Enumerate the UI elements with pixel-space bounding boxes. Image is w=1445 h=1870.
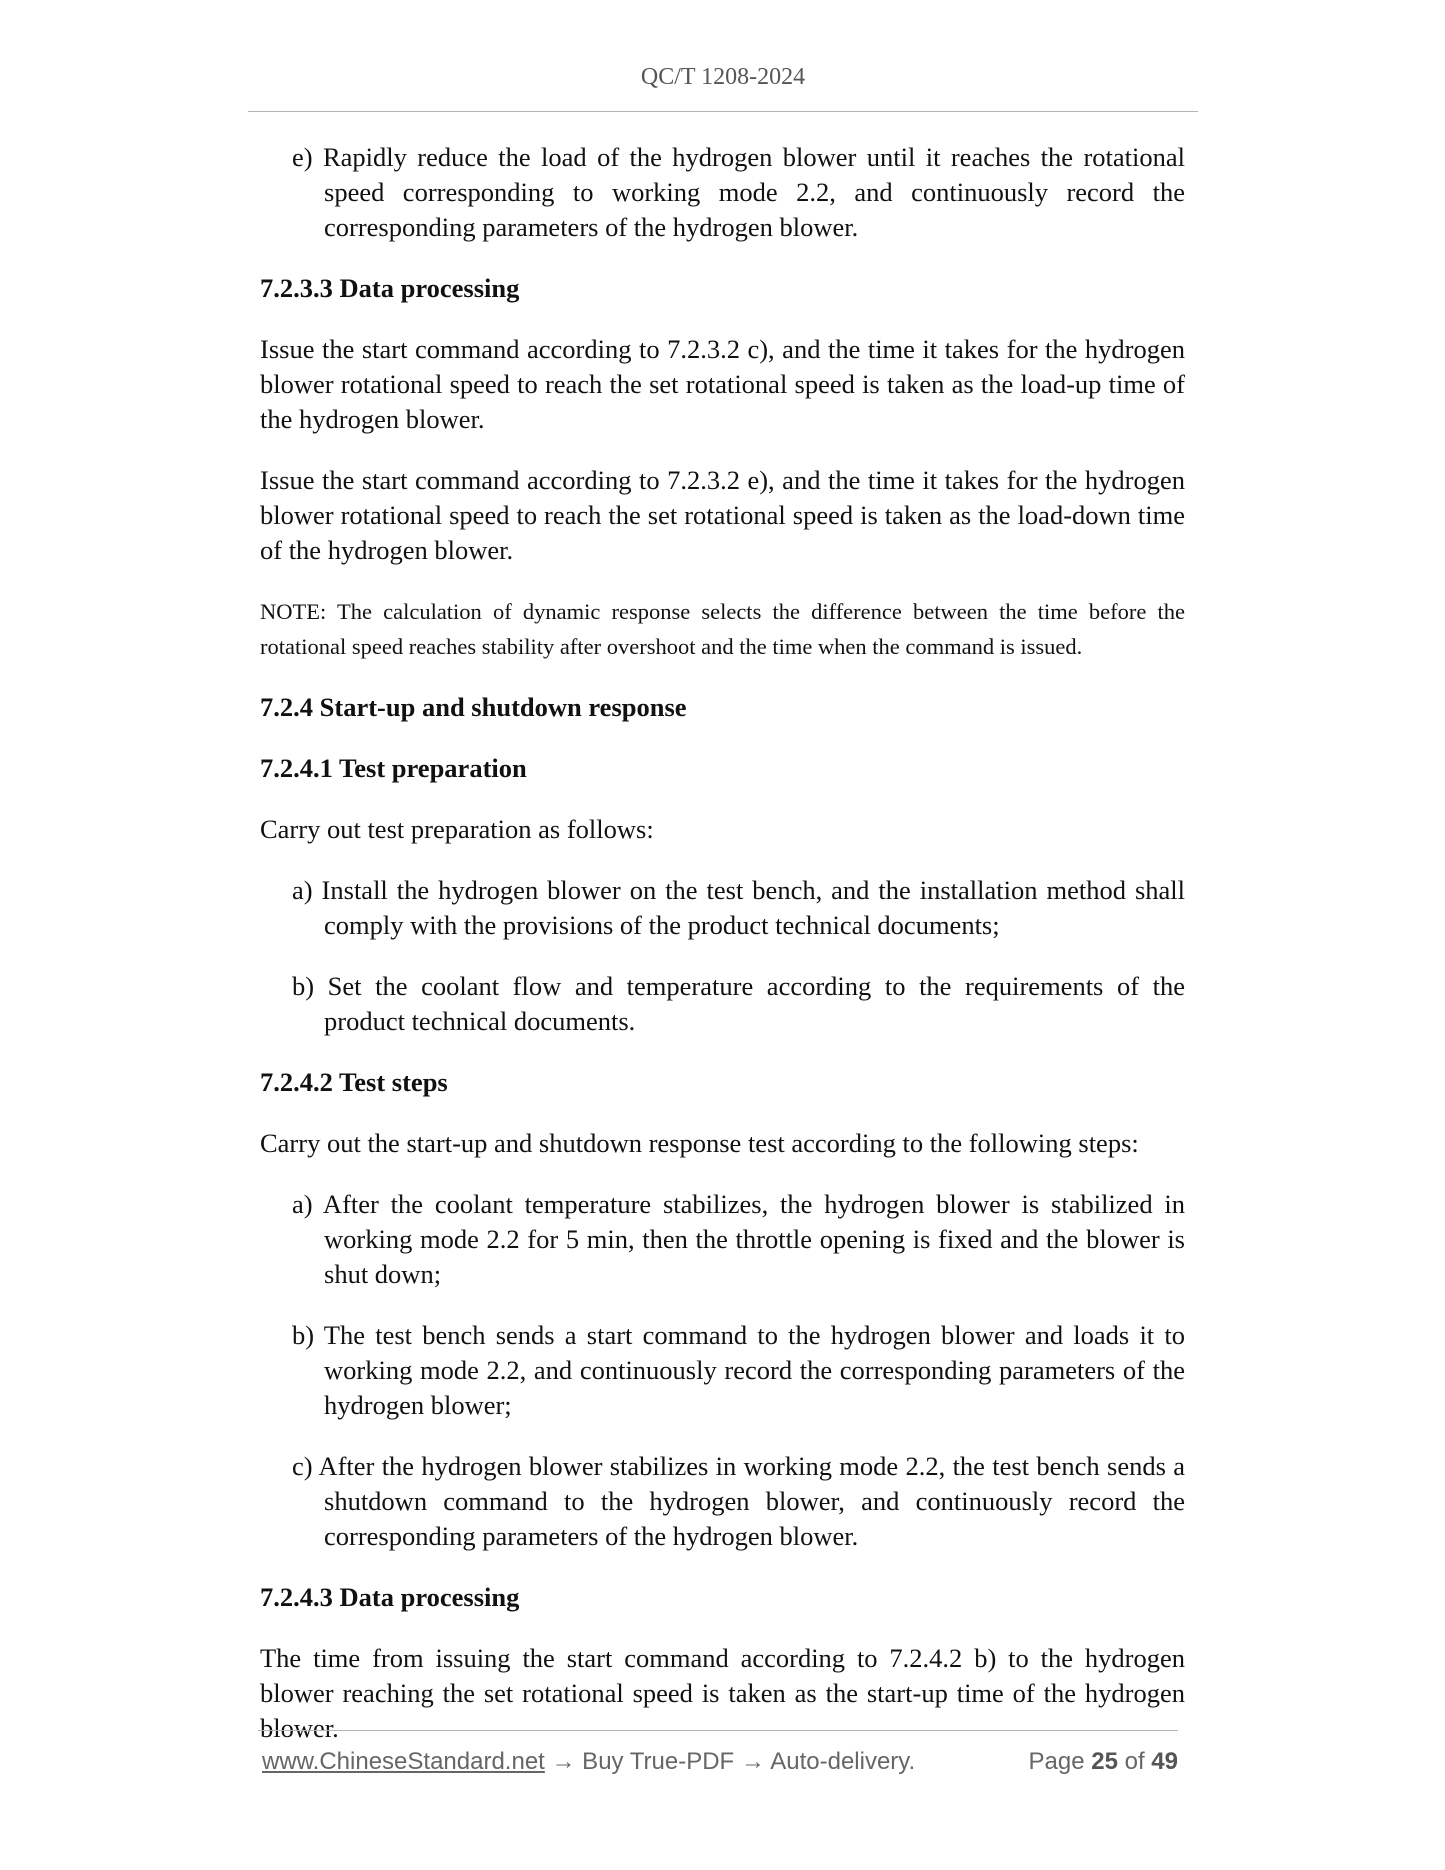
list-item-prep-b: b) Set the coolant flow and temperature according to the requirements of the product technical documents. [292, 971, 1185, 1036]
list-item-prep-a: a) Install the hydrogen blower on the test bench, and the installation method shall comply with the provisions of the product technical documents; [292, 875, 1185, 940]
page-number: 25 [1091, 1748, 1118, 1775]
section-heading-7-2-4-1: 7.2.4.1 Test preparation [260, 753, 527, 783]
paragraph-prep-intro: Carry out test preparation as follows: [260, 814, 654, 844]
page-header-title: QC/T 1208-2024 [640, 64, 806, 90]
footer-divider [258, 1730, 1178, 1731]
paragraph-steps-intro: Carry out the start-up and shutdown response test according to the following steps: [260, 1128, 1139, 1158]
page-total: 49 [1151, 1748, 1178, 1775]
website-link[interactable]: www.ChineseStandard.net [262, 1748, 545, 1775]
paragraph-load-up: Issue the start command according to 7.2.3.2 c), and the time it takes for the hydrogen blower rotational speed to reach the set rotational speed is taken as the load-up time of the hydrogen blower. [260, 334, 1185, 434]
list-item-e: e) Rapidly reduce the load of the hydrogen blower until it reaches the rotational speed corresponding to working mode 2.2, and continuously record the corresponding parameters of the hydrogen blower. [292, 142, 1185, 242]
page-indicator [1029, 1748, 1179, 1776]
section-heading-7-2-3-3: 7.2.3.3 Data processing [260, 273, 520, 303]
paragraph-start-up: The time from issuing the start command according to 7.2.4.2 b) to the hydrogen blower reaching the set rotational speed is taken as the start-up time of the hydrogen blower. [260, 1643, 1185, 1743]
section-heading-7-2-4-3: 7.2.4.3 Data processing [260, 1582, 520, 1612]
paragraph-load-down: Issue the start command according to 7.2.3.2 e), and the time it takes for the hydrogen blower rotational speed to reach the set rotational speed is taken as the load-down time of the hydrogen blower. [260, 465, 1185, 565]
list-item-step-a: a) After the coolant temperature stabilizes, the hydrogen blower is stabilized in working mode 2.2 for 5 min, then the throttle opening is fixed and the blower is shut down; [292, 1189, 1185, 1289]
page-footer [262, 1748, 1182, 1780]
document-body [260, 140, 1185, 1772]
section-heading-7-2-4: 7.2.4 Start-up and shutdown response [260, 692, 687, 722]
note-paragraph: NOTE: The calculation of dynamic response selects the difference between the time before the rotational speed reaches stability after overshoot and the time when the command is issued. [260, 599, 1185, 659]
header-divider [248, 111, 1198, 112]
footer-promo-text: → Buy True-PDF → Auto-delivery. [544, 1748, 916, 1775]
list-item-step-b: b) The test bench sends a start command to the hydrogen blower and loads it to working mode 2.2, and continuously record the corresponding parameters of the hydrogen blower; [292, 1320, 1185, 1420]
page-label: Page [1028, 1748, 1085, 1775]
list-item-step-c: c) After the hydrogen blower stabilizes in working mode 2.2, the test bench sends a shutdown command to the hydrogen blower, and continuously record the corresponding parameters of the hydrogen blower. [292, 1451, 1185, 1551]
page-of-label: of [1124, 1748, 1145, 1775]
section-heading-7-2-4-2: 7.2.4.2 Test steps [260, 1067, 448, 1097]
